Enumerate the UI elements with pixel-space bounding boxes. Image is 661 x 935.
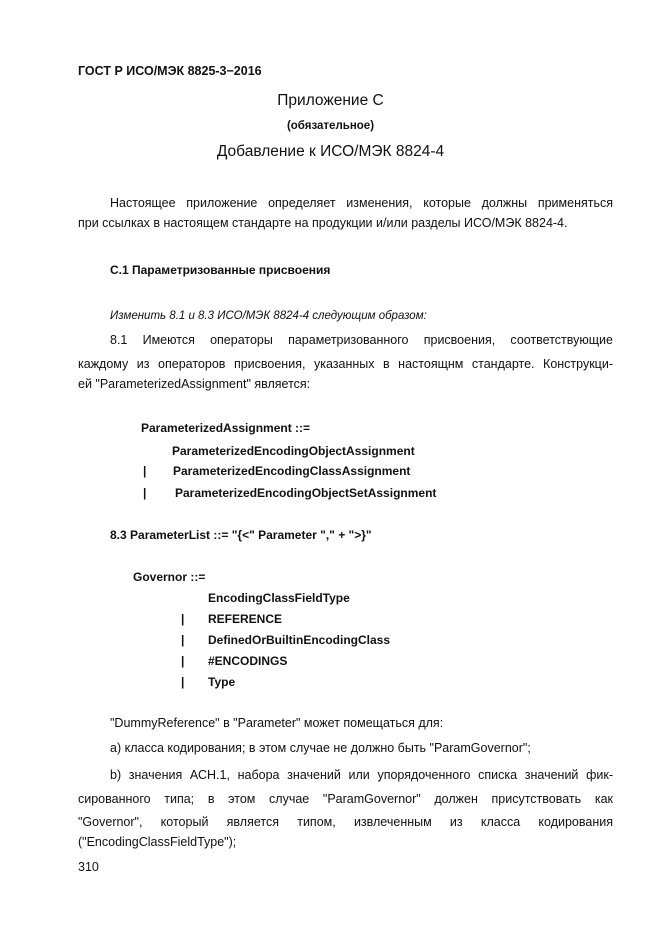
grammar2-bar-3: | bbox=[181, 633, 185, 647]
p81-line-3: ей "ParameterizedAssignment" является: bbox=[78, 377, 311, 391]
p81-line-2: каждому из операторов присвоения, указанных в настоящнм стандарте. Конструкци- bbox=[78, 357, 613, 371]
change-note: Изменить 8.1 и 8.3 ИСО/МЭК 8824-4 следующим образом: bbox=[110, 310, 427, 322]
grammar2-bar-2: | bbox=[181, 612, 185, 626]
grammar1-bar-3: | bbox=[143, 486, 147, 500]
grammar2-bar-4: | bbox=[181, 654, 185, 668]
section-title: С.1 Параметризованные присвоения bbox=[110, 263, 331, 277]
dummy-item-b-line-1: b) значения АСН.1, набора значений или упорядоченного списка значений фик- bbox=[110, 768, 613, 782]
intro-line-1: Настоящее приложение определяет изменения, которые должны применяться bbox=[110, 196, 613, 210]
intro-line-2: при ссылках в настоящем стандарте на продукции и/или разделы ИСО/МЭК 8824-4. bbox=[78, 216, 568, 230]
grammar2-alt-1: EncodingClassFieldType bbox=[208, 591, 350, 605]
grammar1-alt-2: ParameterizedEncodingClassAssignment bbox=[173, 464, 411, 478]
grammar2-alt-3: DefinedOrBuiltinEncodingClass bbox=[208, 633, 391, 647]
grammar1-alt-1: ParameterizedEncodingObjectAssignment bbox=[172, 444, 415, 458]
appendix-subtitle: Добавление к ИСО/МЭК 8824-4 bbox=[216, 143, 445, 160]
grammar2-alt-4: #ENCODINGS bbox=[208, 654, 288, 668]
appendix-title: Приложение С bbox=[277, 92, 384, 109]
dummy-item-b-line-2: сированного типа; в этом случае "ParamGovernor" должен присутствовать как bbox=[78, 792, 613, 806]
grammar2-alt-5: Type bbox=[208, 675, 236, 689]
grammar1-lhs: ParameterizedAssignment ::= bbox=[141, 421, 311, 435]
document-header: ГОСТ Р ИСО/МЭК 8825-3−2016 bbox=[78, 64, 262, 78]
dummy-item-b-line-3: "Governor", который является типом, извлеченным из класса кодирования bbox=[78, 815, 613, 829]
appendix-status: (обязательное) bbox=[286, 120, 375, 132]
p81-line-1: 8.1 Имеются операторы параметризованного присвоения, соответствующие bbox=[110, 333, 613, 347]
p83-definition: 8.3 ParameterList ::= "{<" Parameter "," + ">}" bbox=[110, 528, 372, 542]
page-number: 310 bbox=[78, 860, 99, 874]
grammar2-alt-2: REFERENCE bbox=[208, 612, 283, 626]
dummy-item-b-line-4: ("EncodingClassFieldType"); bbox=[78, 835, 237, 849]
grammar2-bar-5: | bbox=[181, 675, 185, 689]
dummy-intro: "DummyReference" в "Parameter" может помещаться для: bbox=[110, 716, 444, 730]
dummy-item-a: a) класса кодирования; в этом случае не должно быть "ParamGovernor"; bbox=[110, 741, 531, 755]
grammar1-alt-3: ParameterizedEncodingObjectSetAssignment bbox=[175, 486, 437, 500]
grammar2-lhs: Governor ::= bbox=[133, 570, 206, 584]
grammar1-bar-2: | bbox=[143, 464, 147, 478]
